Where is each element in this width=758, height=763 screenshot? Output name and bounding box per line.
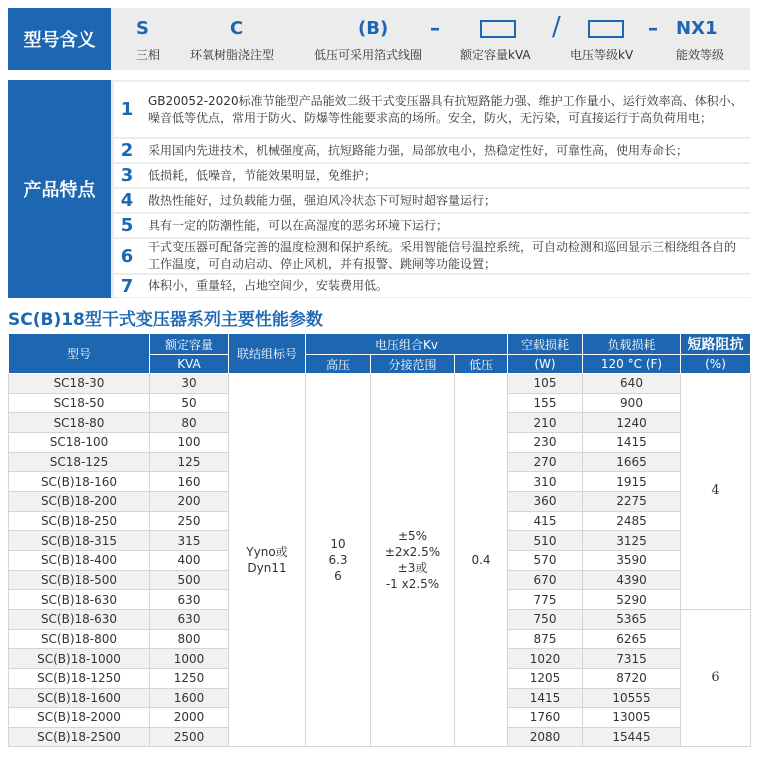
cell-load: 1665 <box>583 452 681 472</box>
cell-load: 1415 <box>583 432 681 452</box>
separator-slash: / <box>552 12 561 42</box>
cell-no-load: 1205 <box>508 668 583 688</box>
cell-load: 640 <box>583 374 681 394</box>
cell-load: 8720 <box>583 668 681 688</box>
cell-model: SC(B)18-630 <box>9 590 150 610</box>
header-no-load-loss: 空载损耗 <box>508 334 583 355</box>
cell-kva: 50 <box>150 393 229 413</box>
model-meaning-band <box>8 8 750 70</box>
segment-code: NX1 <box>676 18 718 39</box>
cell-no-load: 1760 <box>508 708 583 728</box>
feature-text: 干式变压器可配备完善的温度检测和保护系统。采用智能信号温控系统，可自动检测和巡回显示三相绕组各自的工作温度，可自动启动、停止风机，并有报警、跳闸等功能设置； <box>148 240 737 271</box>
feature-item <box>114 239 750 273</box>
cell-impedance-6: 6 <box>681 609 751 747</box>
header-kva-unit: KVA <box>150 355 229 374</box>
cell-model: SC18-50 <box>9 393 150 413</box>
features-title: 产品特点 <box>8 80 111 298</box>
header-load-unit: 120 °C (F) <box>583 355 681 374</box>
cell-no-load: 1020 <box>508 649 583 669</box>
cell-no-load: 155 <box>508 393 583 413</box>
cell-load: 13005 <box>583 708 681 728</box>
spec-table <box>8 333 751 747</box>
feature-text: 体积小，重量轻，占地空间少，安装费用低。 <box>148 278 389 293</box>
cell-load: 10555 <box>583 688 681 708</box>
segment-code: C <box>230 18 244 39</box>
feature-number: 7 <box>120 275 134 297</box>
vector-line: Dyn11 <box>247 561 287 576</box>
feature-number: 4 <box>120 190 134 211</box>
feature-item <box>114 275 750 297</box>
cell-no-load: 775 <box>508 590 583 610</box>
vector-line: Yyno或 <box>246 545 288 560</box>
cell-load: 1240 <box>583 413 681 433</box>
cell-no-load: 670 <box>508 570 583 590</box>
cell-model: SC(B)18-1000 <box>9 649 150 669</box>
cell-no-load: 270 <box>508 452 583 472</box>
feature-text: 低损耗，低噪音，节能效果明显，免维护； <box>148 168 377 182</box>
cell-kva: 2000 <box>150 708 229 728</box>
table-title: SC(B)18型干式变压器系列主要性能参数 <box>8 310 323 330</box>
cell-model: SC(B)18-400 <box>9 550 150 570</box>
cell-no-load: 750 <box>508 609 583 629</box>
tap-line: ±2x2.5% <box>384 545 441 560</box>
segment-label: 低压可采用箔式线圈 <box>314 48 423 62</box>
cell-hv <box>306 374 371 747</box>
cell-no-load: 875 <box>508 629 583 649</box>
hv-line: 6 <box>334 569 342 584</box>
cell-load: 4390 <box>583 570 681 590</box>
cell-model: SC18-30 <box>9 374 150 394</box>
model-meaning-title: 型号含义 <box>8 8 111 70</box>
cell-vector-group <box>229 374 306 747</box>
cell-load: 6265 <box>583 629 681 649</box>
cell-load: 7315 <box>583 649 681 669</box>
feature-text: 采用国内先进技术，机械强度高，抗短路能力强，局部放电小，热稳定性好，可靠性高，使用寿命长； <box>148 143 689 157</box>
cell-model: SC(B)18-1600 <box>9 688 150 708</box>
cell-load: 3590 <box>583 550 681 570</box>
cell-kva: 100 <box>150 432 229 452</box>
header-rated-capacity: 额定容量 <box>150 334 229 355</box>
cell-impedance-4: 4 <box>681 374 751 610</box>
cell-kva: 315 <box>150 531 229 551</box>
feature-number: 3 <box>120 165 134 186</box>
cell-kva: 400 <box>150 550 229 570</box>
hv-line: 6.3 <box>328 553 348 568</box>
cell-kva: 30 <box>150 374 229 394</box>
cell-kva: 250 <box>150 511 229 531</box>
cell-kva: 200 <box>150 491 229 511</box>
tap-line: -1 x2.5% <box>385 577 440 592</box>
header-impedance-unit: (%) <box>681 355 751 374</box>
capacity-box <box>480 20 516 38</box>
feature-item <box>114 189 750 212</box>
cell-load: 900 <box>583 393 681 413</box>
segment-label: 电压等级kV <box>570 48 634 62</box>
cell-no-load: 105 <box>508 374 583 394</box>
cell-model: SC(B)18-800 <box>9 629 150 649</box>
cell-kva: 80 <box>150 413 229 433</box>
cell-load: 3125 <box>583 531 681 551</box>
cell-no-load: 510 <box>508 531 583 551</box>
cell-model: SC(B)18-2000 <box>9 708 150 728</box>
feature-text: GB20052-2020标准节能型产品能效二级干式变压器具有抗短路能力强、维护工作量小、运行效率高、体积小、噪音低等优点，常用于防火、防爆等性能要求高的场所。安全，防火，无污染，可直接运行于高负荷用电； <box>148 93 743 125</box>
cell-model: SC(B)18-160 <box>9 472 150 492</box>
cell-model: SC(B)18-500 <box>9 570 150 590</box>
segment-label: 三相 <box>136 48 161 62</box>
cell-model: SC(B)18-2500 <box>9 727 150 747</box>
header-hv: 高压 <box>306 355 371 374</box>
feature-text: 散热性能好，过负载能力强，强迫风冷状态下可短时超容量运行； <box>148 193 497 207</box>
header-no-load-unit: (W) <box>508 355 583 374</box>
cell-no-load: 230 <box>508 432 583 452</box>
feature-number: 5 <box>120 215 134 236</box>
cell-model: SC(B)18-630 <box>9 609 150 629</box>
cell-no-load: 570 <box>508 550 583 570</box>
cell-kva: 1000 <box>150 649 229 669</box>
features-band <box>8 80 750 298</box>
cell-kva: 1250 <box>150 668 229 688</box>
table-row <box>9 374 751 394</box>
cell-load: 15445 <box>583 727 681 747</box>
header-load-loss: 负载损耗 <box>583 334 681 355</box>
cell-model: SC(B)18-200 <box>9 491 150 511</box>
segment-label: 能效等级 <box>676 48 725 62</box>
cell-no-load: 2080 <box>508 727 583 747</box>
segment-code: S <box>136 18 149 39</box>
feature-number: 6 <box>120 245 134 267</box>
cell-model: SC(B)18-250 <box>9 511 150 531</box>
cell-kva: 2500 <box>150 727 229 747</box>
cell-lv: 0.4 <box>455 374 508 747</box>
cell-no-load: 1415 <box>508 688 583 708</box>
segment-label: 额定容量kVA <box>460 48 531 62</box>
cell-load: 5290 <box>583 590 681 610</box>
feature-item <box>114 82 750 137</box>
header-tap-range: 分接范围 <box>371 355 455 374</box>
cell-load: 1915 <box>583 472 681 492</box>
feature-item <box>114 214 750 237</box>
separator-dash: – <box>648 16 658 40</box>
tap-line: ±5% <box>397 529 428 544</box>
feature-item <box>114 164 750 187</box>
cell-no-load: 310 <box>508 472 583 492</box>
hv-line: 10 <box>330 537 346 552</box>
cell-kva: 160 <box>150 472 229 492</box>
cell-load: 5365 <box>583 609 681 629</box>
cell-tap-range <box>371 374 455 747</box>
cell-kva: 630 <box>150 609 229 629</box>
cell-model: SC18-100 <box>9 432 150 452</box>
cell-kva: 630 <box>150 590 229 610</box>
cell-model: SC18-80 <box>9 413 150 433</box>
cell-model: SC(B)18-315 <box>9 531 150 551</box>
cell-no-load: 415 <box>508 511 583 531</box>
voltage-box <box>588 20 624 38</box>
header-lv: 低压 <box>455 355 508 374</box>
header-model: 型号 <box>9 334 150 374</box>
cell-kva: 500 <box>150 570 229 590</box>
segment-label: 环氧树脂浇注型 <box>190 48 275 62</box>
cell-model: SC18-125 <box>9 452 150 472</box>
header-vector-group: 联结组标号 <box>229 334 306 374</box>
cell-load: 2275 <box>583 491 681 511</box>
header-voltage-combination: 电压组合Kv <box>306 334 508 355</box>
tap-line: ±3或 <box>397 561 428 576</box>
cell-model: SC(B)18-1250 <box>9 668 150 688</box>
cell-no-load: 360 <box>508 491 583 511</box>
feature-item <box>114 139 750 162</box>
feature-number: 1 <box>120 99 134 120</box>
separator-dash: – <box>430 16 440 40</box>
cell-kva: 125 <box>150 452 229 472</box>
cell-no-load: 210 <box>508 413 583 433</box>
segment-code: (B) <box>358 18 389 39</box>
feature-number: 2 <box>120 140 134 161</box>
header-impedance: 短路阻抗 <box>681 334 751 355</box>
cell-load: 2485 <box>583 511 681 531</box>
feature-text: 具有一定的防潮性能，可以在高湿度的恶劣环境下运行； <box>148 218 449 232</box>
cell-kva: 800 <box>150 629 229 649</box>
cell-kva: 1600 <box>150 688 229 708</box>
